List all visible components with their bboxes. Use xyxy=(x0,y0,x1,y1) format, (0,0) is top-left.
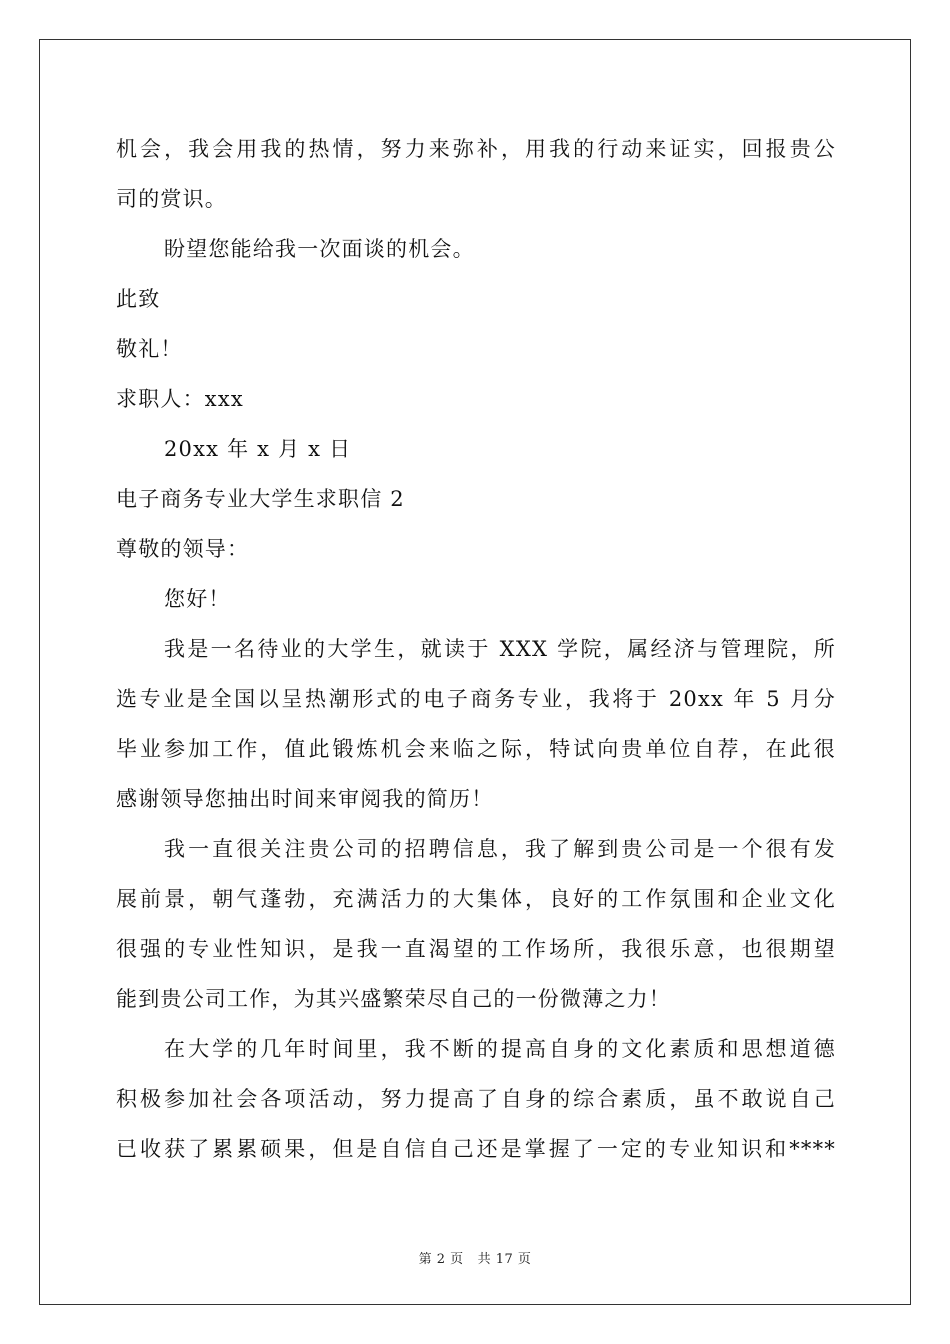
text-line: 积极参加社会各项活动，努力提高了自身的综合素质，虽不敢说自己 xyxy=(116,1087,836,1111)
document-body xyxy=(116,124,836,1174)
text-line: 很强的专业性知识，是我一直渴望的工作场所，我很乐意，也很期望 xyxy=(116,937,836,961)
text-line: 敬礼！ xyxy=(116,337,183,361)
page-number-current: 第 2 页 xyxy=(418,1252,464,1267)
page-number-total: 共 17 页 xyxy=(477,1252,532,1267)
text-line: 司的赏识。 xyxy=(116,187,227,211)
text-line: 电子商务专业大学生求职信 2 xyxy=(116,487,405,511)
text-line: 尊敬的领导： xyxy=(116,537,250,561)
text-line: 20xx 年 x 月 x 日 xyxy=(164,437,352,461)
text-line: 选专业是全国以呈热潮形式的电子商务专业，我将于 20xx 年 5 月分 xyxy=(116,687,836,711)
text-line: 我是一名待业的大学生，就读于 XXX 学院，属经济与管理院，所 xyxy=(164,637,836,661)
text-line: 我一直很关注贵公司的招聘信息，我了解到贵公司是一个很有发 xyxy=(164,837,836,861)
text-line: 您好！ xyxy=(164,587,231,611)
text-line: 毕业参加工作，值此锻炼机会来临之际，特试向贵单位自荐，在此很 xyxy=(116,737,836,761)
text-line: 机会，我会用我的热情，努力来弥补，用我的行动来证实，回报贵公 xyxy=(116,137,836,161)
text-line: 在大学的几年时间里，我不断的提高自身的文化素质和思想道德 xyxy=(164,1037,836,1061)
page-footer xyxy=(0,1248,950,1267)
text-line: 能到贵公司工作，为其兴盛繁荣尽自己的一份微薄之力！ xyxy=(116,987,671,1011)
text-line: 盼望您能给我一次面谈的机会。 xyxy=(164,237,475,261)
text-line: 已收获了累累硕果，但是自信自己还是掌握了一定的专业知识和**** xyxy=(116,1137,836,1161)
text-line: 感谢领导您抽出时间来审阅我的简历！ xyxy=(116,787,494,811)
text-line: 展前景，朝气蓬勃，充满活力的大集体，良好的工作氛围和企业文化 xyxy=(116,887,836,911)
text-line: 求职人：xxx xyxy=(116,387,244,411)
text-line: 此致 xyxy=(116,287,161,311)
